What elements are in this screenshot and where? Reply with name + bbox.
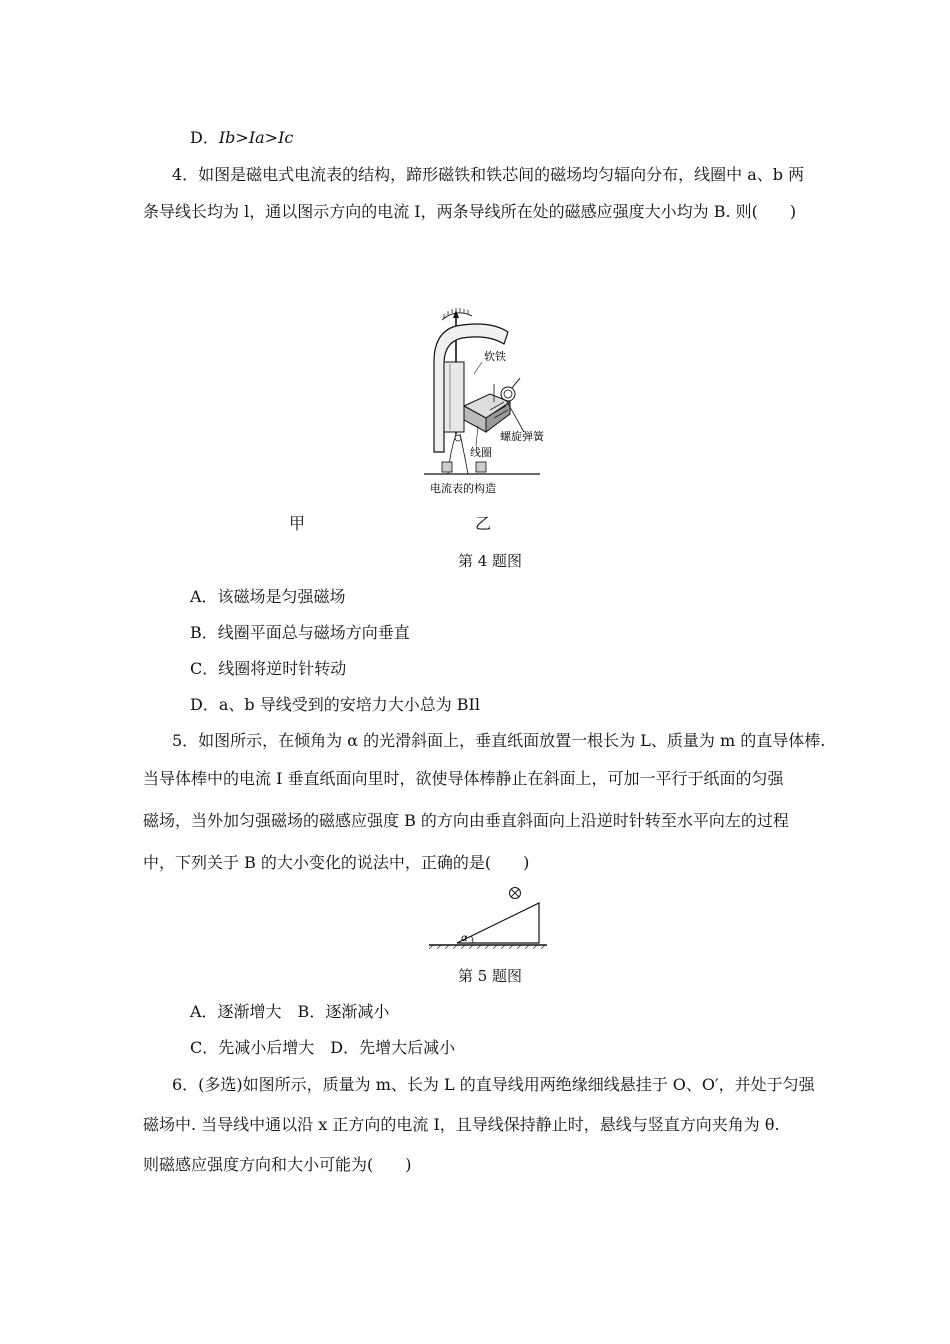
q5-options-line-2: C．先减小后增大 D．先增大后减小 (190, 1038, 456, 1057)
q5-stem-line-3: 磁场，当外加匀强磁场的磁感应强度 B 的方向由垂直斜面向上沿逆时针转至水平向左的过程 (143, 811, 789, 830)
q4-stem-line-1: 4．如图是磁电式电流表的结构，蹄形磁铁和铁芯间的磁场均匀辐向分布，线圈中 a、b 两 (172, 165, 805, 184)
q6-stem-line-1: 6．(多选)如图所示，质量为 m、长为 L 的直导线用两绝缘细线悬挂于 O、O′，并处于匀强 (172, 1075, 815, 1094)
q5-angle-label: α (461, 933, 468, 944)
q4-caption: 第 4 题图 (457, 552, 523, 570)
q5-incline-figure (425, 885, 560, 950)
q3-option-d-label: D． (190, 128, 219, 147)
q4-label-coil: 线圈 (470, 446, 492, 459)
q4-stem-line-2: 条导线长均为 l，通以图示方向的电流 I，两条导线所在处的磁感应强度大小均为 B. 则( ) (143, 202, 797, 221)
q4-option-c: C．线圈将逆时针转动 (190, 659, 347, 678)
q3-option-d (190, 128, 293, 148)
q5-stem-line-4: 中，下列关于 B 的大小变化的说法中，正确的是( ) (143, 853, 530, 872)
q5-stem-line-1: 5．如图所示，在倾角为 α 的光滑斜面上，垂直纸面放置一根长为 L、质量为 m 的直导体棒. (172, 731, 826, 750)
q6-stem-line-2: 磁场中. 当导线中通以沿 x 正方向的电流 I，且导线保持静止时，悬线与竖直方向夹角为 θ. (143, 1115, 780, 1134)
q4-sub-label-jia: 甲 (289, 514, 306, 533)
q6-stem-line-3: 则磁感应强度方向和大小可能为( ) (143, 1155, 412, 1174)
q4-figure-inner-caption: 电流表的构造 (430, 482, 496, 495)
q5-options-line-1: A．逐渐增大 B．逐渐减小 (190, 1002, 390, 1021)
q4-label-soft-iron: 软铁 (484, 350, 506, 363)
q4-option-d: D．a、b 导线受到的安培力大小总为 BIl (190, 695, 480, 714)
q5-stem-line-2: 当导体棒中的电流 I 垂直纸面向里时，欲使导体棒静止在斜面上，可加一平行于纸面的匀强 (143, 769, 784, 788)
q4-sub-label-yi: 乙 (475, 514, 492, 533)
q4-galvanometer-figure (420, 302, 550, 502)
q4-option-b: B．线圈平面总与磁场方向垂直 (190, 623, 410, 642)
q3-option-d-expr: Ib>Ia>Ic (218, 128, 294, 147)
q5-caption: 第 5 题图 (457, 967, 523, 985)
q4-option-a: A．该磁场是匀强磁场 (190, 587, 346, 606)
q4-label-spring: 螺旋弹簧 (500, 430, 544, 443)
